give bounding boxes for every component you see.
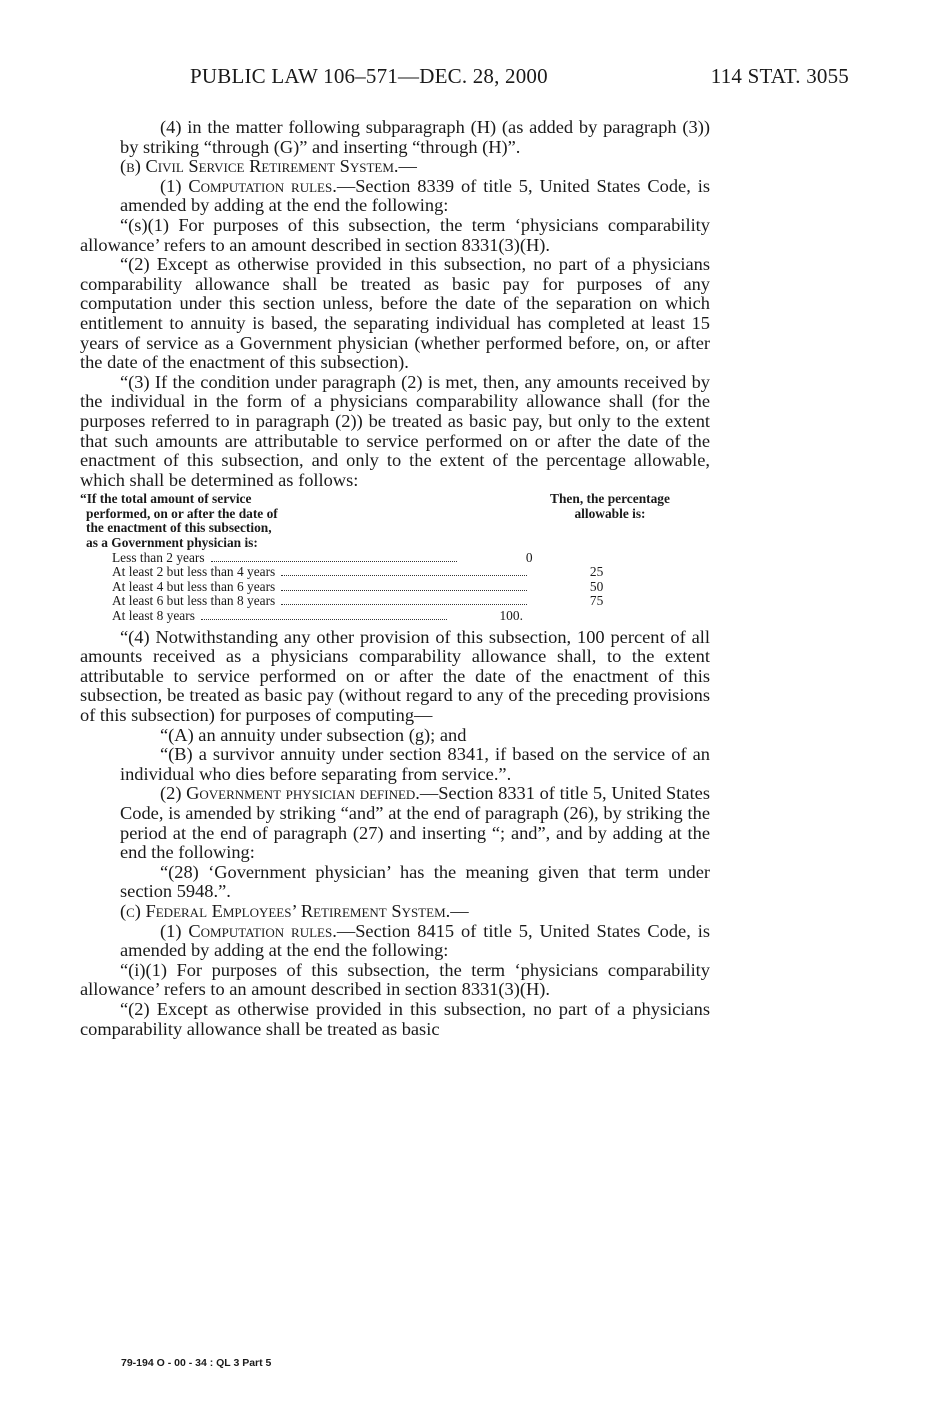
quote-s-2: “(2) Except as otherwise provided in this subsection, no part of a physicians comparability allowance shall be treated as basic pay for purposes of any computation under this section unless, before the date of the separation on which entitlement to annuity is based, the separating individual has completed at least 15 years of service as a Government physician (whether performed before, on, or after the date of the enactment of this subsection). bbox=[80, 254, 710, 373]
c1-label: (1) Computation rules. bbox=[160, 920, 337, 941]
quote-i-1: “(i)(1) For purposes of this subsection, the term ‘physicians comparability allowance’ refers to an amount described in section 8331(3)(H). bbox=[80, 959, 710, 1000]
percentage-table bbox=[80, 492, 710, 623]
subsection-b-1 bbox=[80, 177, 710, 216]
quote-s-3: “(3) If the condition under paragraph (2) is met, then, any amounts received by the individual in the form of a physicians comparability allowance shall (for the purposes referred to in paragraph (2)) be treated as basic pay, but only to the extent that such amounts are attributable to service performed on or after the date of the enactment of this subsection, and only to the extent of the percentage allowable, which shall be determined as follows: bbox=[80, 371, 710, 490]
subsection-c-heading: (c) Federal Employees’ Retirement System.— bbox=[120, 900, 469, 921]
subsection-c-1 bbox=[80, 922, 710, 961]
quote-s-4-B: “(B) a survivor annuity under section 8341, if based on the service of an individual who dies before separating from service.”. bbox=[120, 744, 710, 784]
page-footer-jacket: 79-194 O - 00 - 34 : QL 3 Part 5 bbox=[121, 1357, 272, 1369]
table-row: Less than 2 years 0 bbox=[112, 549, 533, 565]
table-row: At least 8 years 100. bbox=[112, 608, 523, 624]
table-header-left: “If the total amount of service performed, on or after the date of the enactment of this subsection, as a Government physician is: bbox=[80, 491, 278, 551]
table-header-right: Then, the percentage allowable is: bbox=[550, 491, 670, 522]
c1-text: —Section 8415 of title 5, United States Code, is amended by adding at the end the following: bbox=[120, 920, 710, 961]
quote-s-1: “(s)(1) For purposes of this subsection, the term ‘physicians comparability allowance’ refers to an amount described in section 8331(3)(H). bbox=[80, 214, 710, 255]
header-stat-page: 114 STAT. 3055 bbox=[710, 64, 849, 88]
quote-i-2: “(2) Except as otherwise provided in this subsection, no part of a physicians comparability allowance shall be treated as basic bbox=[80, 998, 710, 1039]
header-law-date: PUBLIC LAW 106–571—DEC. 28, 2000 bbox=[190, 64, 548, 88]
paragraph-4: (4) in the matter following subparagraph (H) (as added by paragraph (3)) by striking “through (G)” and inserting “through (H)”. bbox=[120, 117, 710, 157]
quote-s-4: “(4) Notwithstanding any other provision of this subsection, 100 percent of all amounts received as a physicians comparability allowance shall, to the extent attributable to service performed on or after the date of the enactment of this subsection, be treated as basic pay (without regard to any of the preceding provisions of this subsection) for purposes of computing— bbox=[80, 626, 710, 725]
quote-s-4-A: “(A) an annuity under subsection (g); and bbox=[160, 724, 467, 745]
table-row: At least 4 but less than 6 years 50 bbox=[112, 578, 604, 594]
b2-label: (2) Government physician defined. bbox=[160, 783, 420, 804]
table-header bbox=[80, 492, 710, 550]
quote-28: “(28) ‘Government physician’ has the meaning given that term under section 5948.”. bbox=[120, 861, 710, 902]
b1-label: (1) Computation rules. bbox=[160, 175, 337, 196]
subsection-b-heading: (b) Civil Service Retirement System.— bbox=[120, 156, 417, 177]
subsection-b-2 bbox=[80, 784, 710, 862]
b1-text: —Section 8339 of title 5, United States Code, is amended by adding at the end the following: bbox=[120, 175, 710, 216]
table-row: At least 2 but less than 4 years 25 bbox=[112, 564, 604, 580]
body-text bbox=[80, 118, 710, 1039]
page-header bbox=[190, 64, 849, 89]
table-row: At least 6 but less than 8 years 75 bbox=[112, 593, 604, 609]
b2-text: —Section 8331 of title 5, United States Code, is amended by striking “and” at the end of paragraph (26), by striking the period at the end of paragraph (27) and inserting “; and”, and by adding at the end the following: bbox=[120, 783, 710, 863]
